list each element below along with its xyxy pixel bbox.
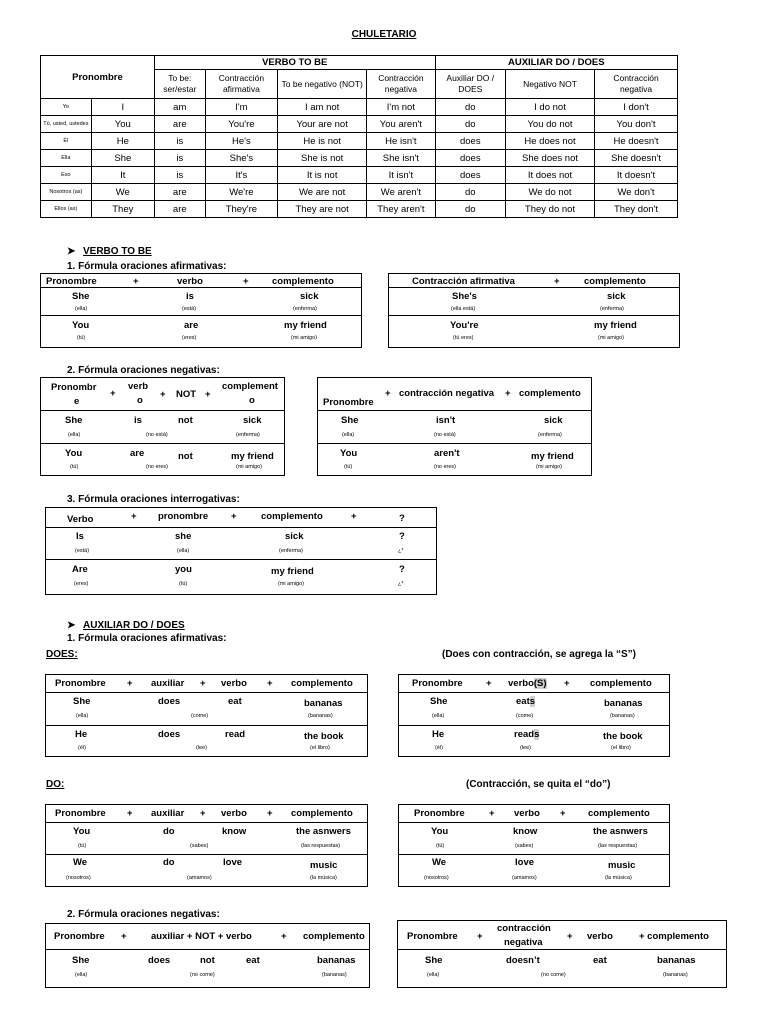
th: + [385, 388, 391, 399]
cell: She [341, 415, 359, 426]
formula-negativas-title: 2. Fórmula oraciones negativas: [67, 365, 220, 376]
cell: sick [607, 291, 626, 302]
conjugation-cell: I'm not [367, 99, 435, 116]
th: auxiliar [151, 678, 185, 689]
th: pronombre [158, 511, 209, 522]
th: Verbo [67, 514, 94, 525]
gloss: (tú) [436, 843, 445, 849]
conjugation-cell: It does not [505, 167, 594, 184]
does-label: DOES: [46, 649, 78, 660]
th: + [110, 388, 116, 399]
th: + [243, 276, 249, 287]
cell: She [65, 415, 83, 426]
th: + [133, 276, 139, 287]
do-label: DO: [46, 779, 65, 790]
pronoun-en: I [91, 99, 154, 116]
conjugation-cell: do [435, 116, 505, 133]
th: complement [222, 381, 278, 392]
th: contracción [497, 923, 551, 934]
th: complemento [519, 388, 581, 399]
main-summary-table [40, 55, 678, 218]
gloss: (ella) [342, 432, 355, 438]
gloss: (no eres) [146, 464, 169, 470]
cell: she [175, 531, 192, 542]
conjugation-cell: We do not [505, 184, 594, 201]
gloss: (tú) [179, 581, 188, 587]
pronoun-row [41, 150, 678, 167]
cell: We [432, 857, 447, 868]
gloss: (mi amigo) [291, 335, 317, 341]
th: + [127, 678, 133, 689]
cell: are [184, 320, 199, 331]
conjugation-cell: They aren't [367, 201, 435, 218]
th: complemento [584, 276, 646, 287]
gloss: (él) [435, 745, 443, 751]
cell: do [163, 857, 175, 868]
cell: eats [516, 696, 536, 707]
conjugation-cell: He doesn't [595, 133, 678, 150]
th: complemento [590, 678, 652, 689]
th: + [567, 931, 573, 942]
conjugation-cell: do [435, 99, 505, 116]
conjugation-cell: I am not [278, 99, 367, 116]
gloss: (está) [182, 306, 197, 312]
formula-table-interrogativa [45, 507, 437, 595]
th: Pronombre [55, 678, 106, 689]
th: + [121, 931, 127, 942]
conjugation-cell: We are not [278, 184, 367, 201]
pronoun-es: Tú, usted, ustedes [41, 116, 92, 133]
gloss: (ella) [177, 548, 190, 554]
cell: eat [593, 955, 607, 966]
cell: bananas [317, 955, 356, 966]
conjugation-cell: They're [205, 201, 277, 218]
conjugation-cell: do [435, 184, 505, 201]
th: + complemento [639, 931, 709, 942]
conjugation-cell: He's [205, 133, 277, 150]
gloss: (enferma) [600, 306, 624, 312]
cell: sick [300, 291, 319, 302]
th: + [489, 808, 495, 819]
conjugation-cell: do [435, 201, 505, 218]
gloss: (tú) [77, 335, 86, 341]
cell: eat [228, 696, 242, 707]
cell: ? [399, 531, 405, 542]
cell: He [75, 729, 88, 740]
conjugation-cell: We aren't [367, 184, 435, 201]
conjugation-cell: are [154, 116, 205, 133]
gloss: (el libro) [611, 745, 631, 751]
th: complemento [291, 808, 353, 819]
th: contracción negativa [399, 388, 495, 399]
gloss: (mi amigo) [598, 335, 624, 341]
do-note: (Contracción, se quita el “do”) [466, 779, 611, 790]
gloss: (tú eres) [453, 335, 474, 341]
conjugation-cell: She doesn't [595, 150, 678, 167]
gloss: (ella) [68, 432, 81, 438]
conjugation-cell: does [435, 167, 505, 184]
gloss: (bananas) [663, 972, 688, 978]
cell: the asnwers [296, 826, 351, 837]
gloss: (come) [191, 713, 209, 719]
th: verbo [221, 808, 247, 819]
formula-afirmativas-title-2: 1. Fórmula oraciones afirmativas: [67, 633, 227, 644]
cell: You're [450, 320, 479, 331]
th: + [477, 931, 483, 942]
gloss: (bananas) [322, 972, 347, 978]
arrow-icon: ➤ [67, 246, 76, 257]
gloss: (las respuestas) [301, 843, 341, 849]
th: + [564, 678, 570, 689]
th: Pronombre [407, 931, 458, 942]
cell: sick [544, 415, 563, 426]
gloss: (amamos) [187, 875, 212, 881]
gloss: (no eres) [434, 464, 457, 470]
pronoun-row [41, 167, 678, 184]
conjugation-cell: She does not [505, 150, 594, 167]
th: + [486, 678, 492, 689]
conjugation-cell: You do not [505, 116, 594, 133]
pronoun-en: He [91, 133, 154, 150]
cell: Is [76, 531, 84, 542]
gloss: (tú) [78, 843, 87, 849]
gloss: (no está) [146, 432, 168, 438]
conjugation-cell: You don't [595, 116, 678, 133]
cell: ? [399, 564, 405, 575]
gloss: (lee) [520, 745, 532, 751]
conjugation-cell: We're [205, 184, 277, 201]
gloss: (lee) [196, 745, 208, 751]
gloss: (ella) [76, 713, 89, 719]
cell: You [65, 448, 83, 459]
formula-afirmativas-title: 1. Fórmula oraciones afirmativas: [67, 261, 227, 272]
th: auxiliar [151, 808, 185, 819]
gloss: (tú) [70, 464, 79, 470]
col-header: To be negativo (NOT) [278, 70, 367, 99]
cell: the book [304, 731, 344, 742]
gloss: (amamos) [512, 875, 537, 881]
conjugation-cell: We don't [595, 184, 678, 201]
cell: love [223, 857, 243, 868]
cell: We [73, 857, 88, 868]
formula-negativas-title-2: 2. Fórmula oraciones negativas: [67, 909, 220, 920]
th: complemento [261, 511, 323, 522]
th: verb [128, 381, 149, 392]
conjugation-cell: am [154, 99, 205, 116]
cell: bananas [304, 698, 343, 709]
conjugation-cell: It is not [278, 167, 367, 184]
cell: know [222, 826, 247, 837]
th: Pronombre [412, 678, 463, 689]
cell: my friend [271, 566, 314, 577]
conjugation-cell: He does not [505, 133, 594, 150]
gloss: (nosotros) [66, 875, 91, 881]
cell: not [178, 451, 193, 462]
cell: She [72, 291, 90, 302]
th: verbo [514, 808, 540, 819]
cell: my friend [284, 320, 327, 331]
cell: You [72, 320, 90, 331]
gloss: (mi amigo) [536, 464, 562, 470]
th: complemento [588, 808, 650, 819]
pronoun-row [41, 133, 678, 150]
conjugation-cell: It's [205, 167, 277, 184]
auxiliar-header: AUXILIAR DO / DOES [435, 56, 677, 70]
pronoun-es: Ella [41, 150, 92, 167]
th: Pronombre [54, 931, 105, 942]
col-header: Contracción negativa [367, 70, 435, 99]
th: + [160, 389, 166, 400]
th: o [137, 395, 143, 406]
col-header: Contracción negativa [595, 70, 678, 99]
gloss: (la música) [310, 875, 337, 881]
cell: read [225, 729, 246, 740]
conjugation-cell: are [154, 184, 205, 201]
gloss: (ella) [427, 972, 440, 978]
gloss: (no está) [434, 432, 456, 438]
cell: the book [603, 731, 643, 742]
gloss: (eres) [74, 581, 89, 587]
th: verbo [221, 678, 247, 689]
gloss: (ella) [432, 713, 445, 719]
th: o [249, 395, 255, 406]
conjugation-cell: It doesn't [595, 167, 678, 184]
pronoun-en: You [91, 116, 154, 133]
cell: my friend [231, 451, 274, 462]
gloss: (bananas) [610, 713, 635, 719]
cell: you [175, 564, 192, 575]
pronoun-es: Él [41, 133, 92, 150]
th: verbo [177, 276, 203, 287]
th: verbo [587, 931, 613, 942]
th: verbo(S) [508, 678, 547, 689]
col-header: Auxiliar DO / DOES [435, 70, 505, 99]
th: negativa [504, 937, 543, 948]
th: complemento [272, 276, 334, 287]
gloss: (sabes) [190, 843, 209, 849]
gloss: (enferma) [279, 548, 303, 554]
cell: know [513, 826, 538, 837]
cell: my friend [531, 451, 574, 462]
gloss: (no come) [541, 972, 566, 978]
cell: She [430, 696, 448, 707]
gloss: (nosotros) [424, 875, 449, 881]
gloss: (enferma) [236, 432, 260, 438]
conjugation-cell: She is not [278, 150, 367, 167]
cell: aren't [434, 448, 460, 459]
cell: music [310, 860, 338, 871]
th: + [281, 931, 287, 942]
th: + [231, 511, 237, 522]
cell: do [163, 826, 175, 837]
th: complemento [303, 931, 365, 942]
section-auxiliar-heading: ➤ AUXILIAR DO / DOES [67, 620, 185, 631]
conjugation-cell: They are not [278, 201, 367, 218]
conjugation-cell: They do not [505, 201, 594, 218]
pronoun-row [41, 201, 678, 218]
conjugation-cell: are [154, 201, 205, 218]
cell: eat [246, 955, 260, 966]
col-header: To be: ser/estar [154, 70, 205, 99]
th: + [200, 678, 206, 689]
cell: my friend [594, 320, 637, 331]
pronoun-es: Eso [41, 167, 92, 184]
cell: is [186, 291, 194, 302]
conjugation-cell: He is not [278, 133, 367, 150]
col-header: Contracción afirmativa [205, 70, 277, 99]
gloss: (mi amigo) [236, 464, 262, 470]
gloss: (tú) [344, 464, 353, 470]
th: + [267, 808, 273, 819]
conjugation-cell: I do not [505, 99, 594, 116]
gloss: (mi amigo) [278, 581, 304, 587]
verbo-to-be-header: VERBO TO BE [154, 56, 435, 70]
cell: She [73, 696, 91, 707]
conjugation-cell: She's [205, 150, 277, 167]
th: + [554, 276, 560, 287]
gloss: (sabes) [515, 843, 534, 849]
th: Contracción afirmativa [412, 276, 515, 287]
th: e [74, 396, 80, 407]
cell: bananas [604, 698, 643, 709]
cell: does [158, 696, 181, 707]
cell: reads [514, 729, 540, 740]
pronoun-row [41, 184, 678, 201]
pronoun-en: She [91, 150, 154, 167]
cell: Are [72, 564, 88, 575]
th: Pronombre [323, 397, 374, 408]
pronoun-row [41, 99, 678, 116]
pronombre-header: Pronombre [41, 56, 155, 99]
th: complemento [291, 678, 353, 689]
gloss: (la música) [605, 875, 632, 881]
cell: sick [285, 531, 304, 542]
gloss: (ella) [75, 306, 88, 312]
cell: not [200, 955, 215, 966]
cell: does [158, 729, 181, 740]
pronoun-row [41, 116, 678, 133]
conjugation-cell: They don't [595, 201, 678, 218]
cell: love [515, 857, 535, 868]
gloss: (el libro) [310, 745, 330, 751]
cell: the asnwers [593, 826, 648, 837]
pronoun-es: Ellos (as) [41, 201, 92, 218]
conjugation-cell: is [154, 133, 205, 150]
cell: music [608, 860, 636, 871]
pronoun-es: Nosotros (as) [41, 184, 92, 201]
pronoun-en: It [91, 167, 154, 184]
conjugation-cell: She isn't [367, 150, 435, 167]
col-header: Negativo NOT [505, 70, 594, 99]
th: ? [399, 513, 405, 524]
gloss: ¿* [398, 581, 404, 587]
gloss: (ella) [75, 972, 88, 978]
conjugation-cell: You aren't [367, 116, 435, 133]
does-note: (Does con contracción, se agrega la “S”) [442, 649, 636, 660]
cell: She's [452, 291, 477, 302]
th: + [205, 389, 211, 400]
th: Pronombre [414, 808, 465, 819]
cell: doesn’t [506, 955, 540, 966]
th: NOT [176, 389, 197, 400]
conjugation-cell: Your are not [278, 116, 367, 133]
gloss: (ella está) [451, 306, 476, 312]
th: Pronombr [51, 382, 97, 393]
page-title: CHULETARIO [351, 29, 417, 40]
conjugation-cell: You're [205, 116, 277, 133]
cell: does [148, 955, 171, 966]
th: + [267, 678, 273, 689]
gloss: (está) [75, 548, 90, 554]
th: Pronombre [55, 808, 106, 819]
gloss: (come) [516, 713, 534, 719]
cell: You [431, 826, 449, 837]
conjugation-cell: I'm [205, 99, 277, 116]
cell: bananas [657, 955, 696, 966]
conjugation-cell: It isn't [367, 167, 435, 184]
th: + [127, 808, 133, 819]
formula-interrogativas-title: 3. Fórmula oraciones interrogativas: [67, 494, 240, 505]
cell: sick [243, 415, 262, 426]
th: + [351, 511, 357, 522]
cell: She [72, 955, 90, 966]
th: + [505, 388, 511, 399]
th: + [200, 808, 206, 819]
conjugation-cell: does [435, 133, 505, 150]
th: auxiliar + NOT + verbo [151, 931, 252, 942]
cell: is [134, 415, 142, 426]
cell: She [425, 955, 443, 966]
cell: not [178, 415, 193, 426]
section-verbo-to-be-heading: ➤ VERBO TO BE [67, 246, 152, 257]
conjugation-cell: is [154, 167, 205, 184]
arrow-icon: ➤ [67, 620, 76, 631]
cell: You [340, 448, 358, 459]
cell: are [130, 448, 145, 459]
gloss: (eres) [182, 335, 197, 341]
pronoun-en: We [91, 184, 154, 201]
cell: isn't [436, 415, 456, 426]
gloss: (enferma) [538, 432, 562, 438]
pronoun-en: They [91, 201, 154, 218]
conjugation-cell: is [154, 150, 205, 167]
conjugation-cell: I don't [595, 99, 678, 116]
conjugation-cell: He isn't [367, 133, 435, 150]
gloss: (bananas) [308, 713, 333, 719]
gloss: (no come) [190, 972, 215, 978]
pronoun-es: Yo [41, 99, 92, 116]
gloss: ¿* [398, 548, 404, 554]
gloss: (enferma) [293, 306, 317, 312]
th: Pronombre [46, 276, 97, 287]
th: + [560, 808, 566, 819]
conjugation-cell: does [435, 150, 505, 167]
cell: He [432, 729, 445, 740]
gloss: (las respuestas) [598, 843, 638, 849]
gloss: (él) [78, 745, 86, 751]
cell: You [73, 826, 91, 837]
th: + [131, 511, 137, 522]
